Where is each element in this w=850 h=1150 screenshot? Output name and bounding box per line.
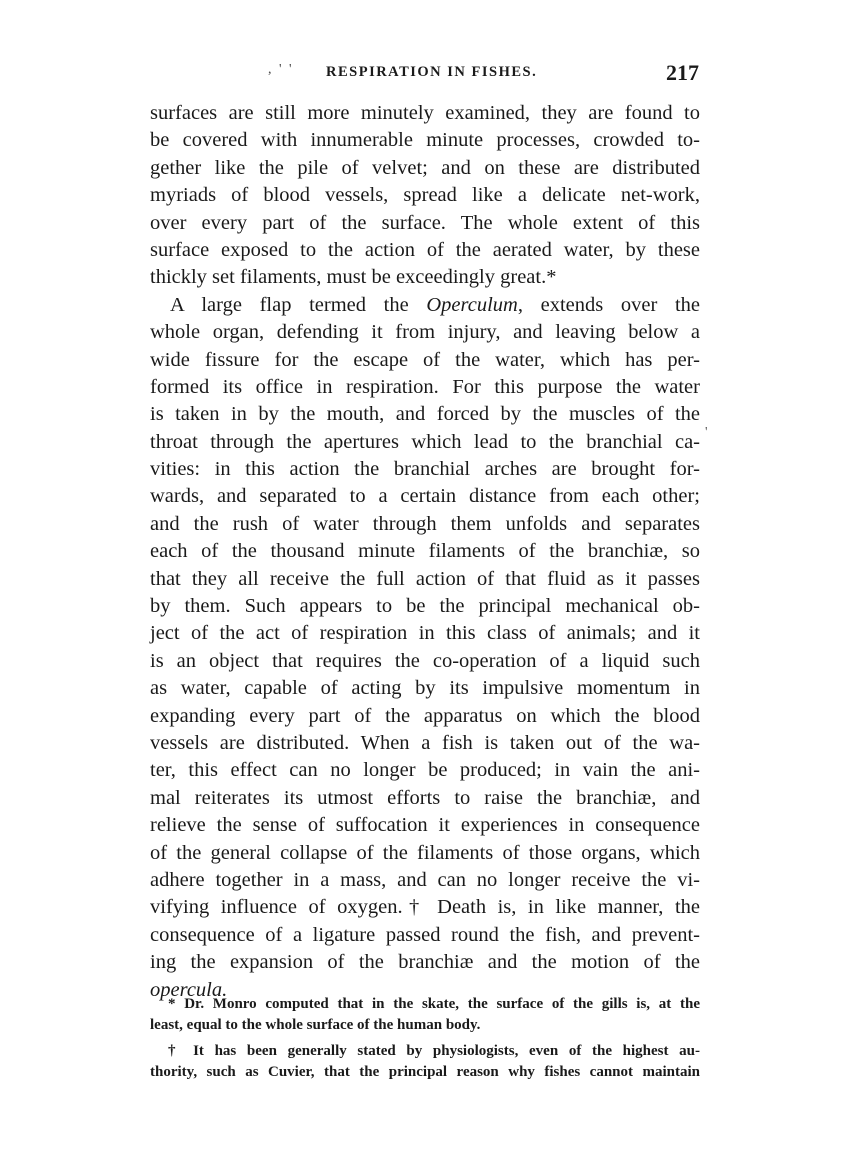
footnote-line: † It has been generally stated by physiologists, even of the highest au-	[168, 1043, 700, 1059]
text-line: wards, and separated to a certain distance from each other;	[150, 485, 700, 508]
text-line: vities: in this action the branchial arches are brought for-	[150, 458, 700, 481]
page-number: 217	[666, 60, 699, 85]
text-line: gether like the pile of velvet; and on these are distributed	[150, 156, 700, 179]
text-line: by them. Such appears to be the principal mechanical ob-	[150, 595, 700, 618]
text-line: mal reiterates its utmost efforts to raise the branchiæ, and	[150, 786, 700, 809]
text-line: of the general collapse of the filaments of those organs, which	[150, 841, 700, 864]
text-line: and the rush of water through them unfolds and separates	[150, 512, 700, 535]
page-marks: , ' '	[268, 62, 294, 77]
text-line: ject of the act of respiration in this class of animals; and it	[150, 622, 700, 645]
text-line: A large flap termed the Operculum, extends over the	[170, 293, 701, 316]
text-line: thickly set filaments, must be exceedingly great.*	[150, 266, 557, 289]
text-line: is an object that requires the co-operation of a liquid such	[150, 649, 700, 672]
footnote-line: thority, such as Cuvier, that the principal reason why fishes cannot maintain	[150, 1063, 700, 1080]
text-line: wide fissure for the escape of the water, which has per-	[150, 348, 700, 371]
footnotes	[150, 994, 700, 1082]
text-line: is taken in by the mouth, and forced by the muscles of the	[150, 403, 700, 426]
italic-word: opercula.	[150, 978, 228, 1001]
text-line: vessels are distributed. When a fish is taken out of the wa-	[150, 731, 700, 754]
stray-mark: '	[705, 425, 708, 440]
text-line: adhere together in a mass, and can no longer receive the vi-	[150, 868, 700, 891]
text-line: surfaces are still more minutely examined, they are found to	[150, 102, 700, 124]
text-line: expanding every part of the apparatus on which the blood	[150, 704, 700, 727]
text-line: ing the expansion of the branchiæ and the motion of the	[150, 951, 700, 974]
text-line: as water, capable of acting by its impulsive momentum in	[150, 677, 700, 700]
text-line: that they all receive the full action of that fluid as it passes	[150, 567, 700, 590]
text-line: surface exposed to the action of the aerated water, by these	[150, 238, 700, 261]
text-line: each of the thousand minute filaments of the branchiæ, so	[150, 540, 700, 563]
text-line: myriads of blood vessels, spread like a delicate net-work,	[150, 184, 700, 207]
running-head	[0, 62, 850, 86]
italic-term: Operculum	[426, 293, 518, 316]
text-line: consequence of a ligature passed round the fish, and prevent-	[150, 923, 700, 946]
footnote-line: least, equal to the whole surface of the human body.	[150, 1016, 481, 1033]
body-text	[150, 100, 700, 1004]
text-line: be covered with innumerable minute processes, crowded to-	[150, 129, 700, 152]
text-line: relieve the sense of suffocation it experiences in consequence	[150, 814, 700, 837]
footnote-line: * Dr. Monro computed that in the skate, the surface of the gills is, at the	[168, 996, 700, 1012]
text-line: whole organ, defending it from injury, and leaving below a	[150, 321, 700, 344]
text-line: over every part of the surface. The whole extent of this	[150, 211, 700, 234]
running-title: RESPIRATION IN FISHES.	[326, 64, 538, 80]
text-line: vifying influence of oxygen.† Death is, in like manner, the	[150, 896, 700, 919]
text-line: throat through the apertures which lead to the branchial ca-	[150, 430, 700, 453]
text-line: formed its office in respiration. For this purpose the water	[150, 375, 700, 398]
text-line: ter, this effect can no longer be produced; in vain the ani-	[150, 759, 700, 782]
